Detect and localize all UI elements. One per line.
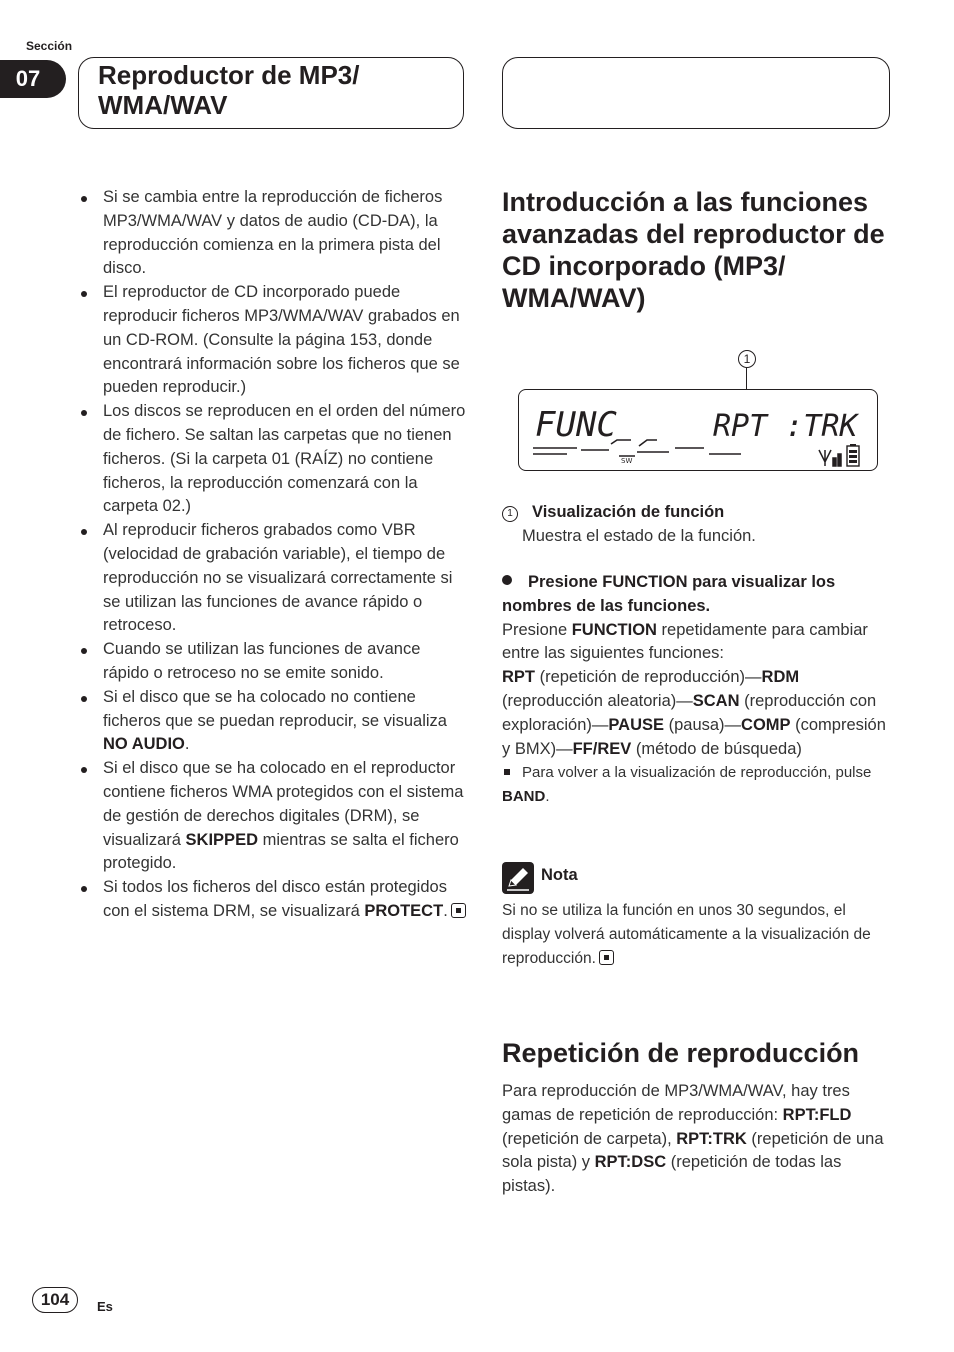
list-item-text: Si el disco que se ha colocado no contiene ficheros que se puedan reproducir, se visualiza [103,687,447,730]
item-description: Muestra el estado de la función. [522,527,756,545]
section-number: 07 [0,60,66,98]
list-item [78,186,466,281]
section-heading-repeat: Repetición de reproducción [502,1038,860,1068]
square-bullet-icon [504,769,510,775]
list-item [78,519,466,638]
list-item-text: Al reproducir ficheros grabados como VBR (velocidad de grabación variable), el tiempo de reproducción no se visualizará correctamente si se utilizan las funciones de avance rápido o retroceso. [103,521,453,635]
lcd-left-text: FUNC [535,405,617,445]
step-body: Presione FUNCTION repetidamente para cambiar entre las siguientes funciones: [502,620,868,663]
list-item-text: Cuando se utilizan las funciones de avance rápido o retroceso no se emite sonido. [103,640,421,682]
list-item-text: Si todos los ficheros del disco están protegidos con el sistema DRM, se visualizará [103,878,447,920]
antenna-icon [819,450,841,466]
list-item-text: Si el disco que se ha colocado en el reproductor contiene ficheros WMA protegidos con el sistema de gestión de derechos digitales (DRM), se visualizará [103,759,464,849]
page-title: Reproductor de MP3/ WMA/WAV [98,60,360,120]
section-heading-intro: Introducción a las funciones avanzadas del reproductor de CD incorporado (MP3/ WMA/WAV) [502,187,885,313]
press-function-block [502,571,892,809]
list-item-text: . [443,901,448,920]
lcd-display-illustration [518,389,878,471]
list-item-text: El reproductor de CD incorporado puede reproducir ficheros MP3/WMA/WAV grabados en un CD-ROM. (Consulte la página 153, donde encontrará información sobre los ficheros que se pueden reproducir.) [103,283,460,397]
note-label: Nota [541,866,578,884]
step-heading-text: Presione FUNCTION para visualizar los nombres de las funciones. [502,573,836,615]
header-box-empty [502,57,890,129]
notes-list [78,186,466,924]
lcd-right-text: RPT :TRK [713,409,858,444]
language-code: Es [97,1299,113,1314]
list-item [78,638,466,686]
list-item-text: Los discos se reproducen en el orden del número de fichero. Se saltan las carpetas que no tienen ficheros. (Si la carpeta 01 (RAÍZ) no contiene ficheros, la reproducción comenzará con la carpeta 02.) [103,402,466,516]
function-sequence: RPT (repetición de reproducción)—RDM (reproducción aleatoria)—SCAN (reproducción con exploración)—PAUSE (pausa)—COMP (compresión y BMX)—FF/REV (método de búsqueda) [502,668,886,758]
list-item [78,876,466,924]
end-mark-icon [599,950,614,965]
list-item [78,757,466,876]
display-message: PROTECT [364,901,444,920]
function-display-item [502,500,892,548]
callout-number: 1 [738,350,756,368]
note-text: Si no se utiliza la función en unos 30 segundos, el display volverá automáticamente a la visualización de reproducción. [502,902,871,967]
end-mark-icon [451,903,466,918]
step-heading [502,571,892,619]
display-message: NO AUDIO [103,735,185,754]
display-message: SKIPPED [185,830,258,849]
return-note: Para volver a la visualización de reproducción, pulse BAND. [502,764,872,806]
list-item-text: Si se cambia entre la reproducción de ficheros MP3/WMA/WAV y datos de audio (CD-DA), la reproducción comienza en la primera pista del disco. [103,188,443,278]
list-item [78,281,466,400]
item-title: Visualización de función [532,503,725,521]
item-number: 1 [502,506,518,522]
bullet-icon [502,575,512,585]
repeat-paragraph: Para reproducción de MP3/WMA/WAV, hay tres gamas de repetición de reproducción: RPT:FLD (repetición de carpeta), RPT:TRK (repetición de una sola pista) y RPT:DSC (repetición de todas las pistas). [502,1082,884,1196]
lcd-sw-label: SW [621,457,633,465]
lcd-display-graphic [519,390,876,469]
battery-icon [847,444,859,466]
section-label: Sección [26,39,73,53]
list-item [78,686,466,757]
list-item-text: mientras se salta el fichero protegido. [103,830,459,873]
list-item [78,400,466,519]
note-pencil-icon [502,862,534,894]
page-number: 104 [32,1287,78,1313]
list-item-text: . [184,735,190,754]
